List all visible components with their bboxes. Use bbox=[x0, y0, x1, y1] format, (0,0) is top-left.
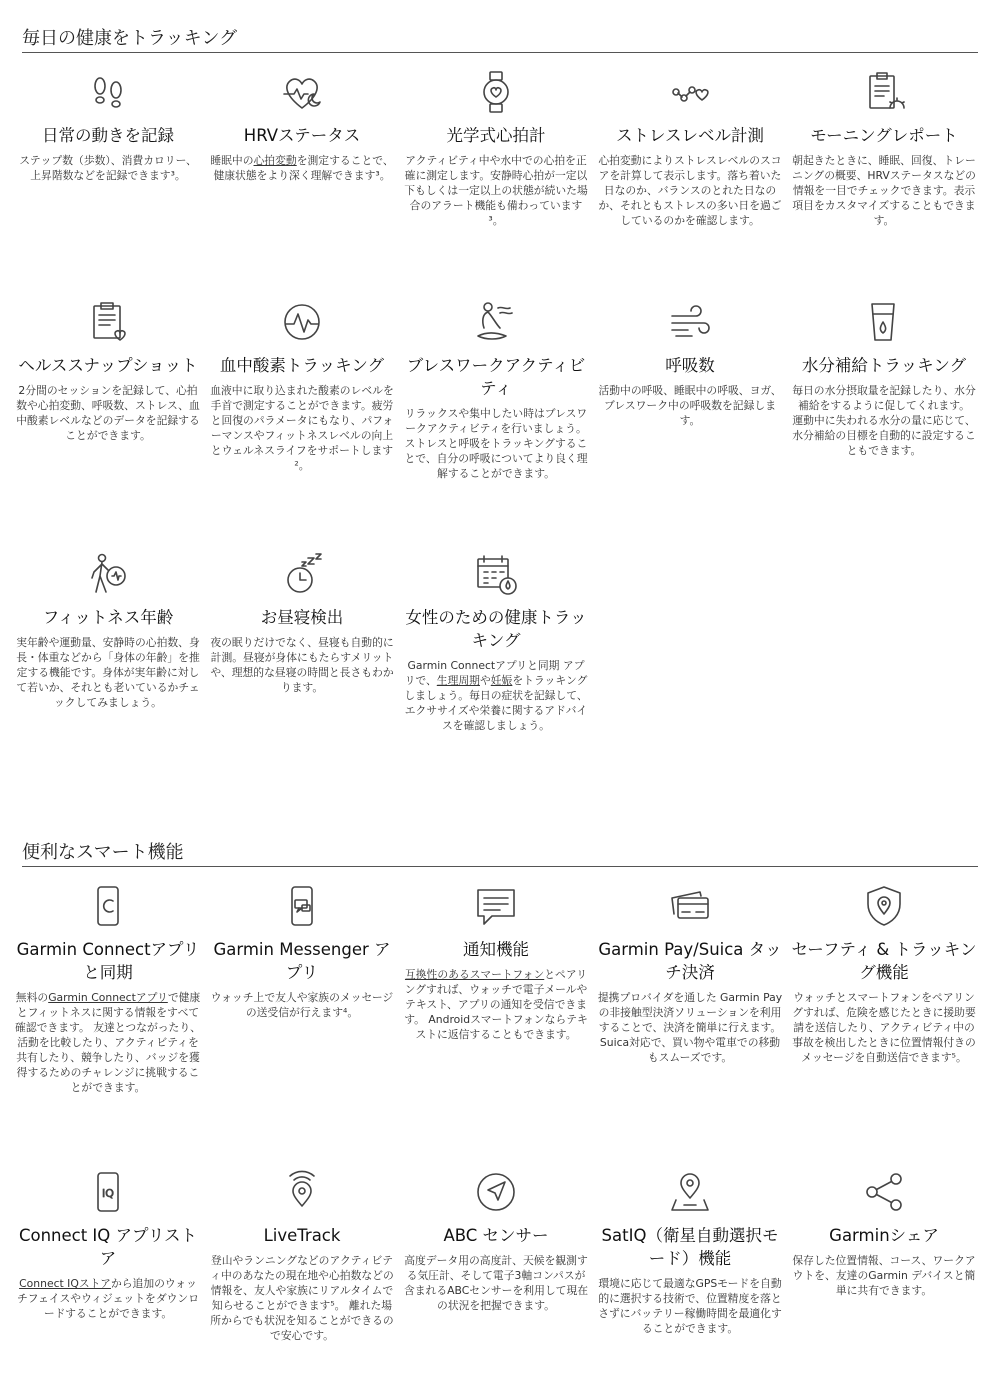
section-title: 毎日の健康をトラッキング bbox=[22, 28, 978, 53]
feature-card bbox=[209, 1170, 395, 1343]
feature-description: 朝起きたときに、睡眠、回復、トレーニングの概要、HRVステータスなどの情報を一目でチェックできます。表示項目をカスタマイズすることもできます。 bbox=[792, 154, 976, 227]
feature-title: HRVステータス bbox=[243, 126, 361, 145]
feature-title: 日常の動きを記録 bbox=[42, 126, 174, 145]
feature-title: ABC センサー bbox=[443, 1226, 549, 1245]
description-text: 睡眠中の bbox=[210, 154, 254, 167]
clipboard-heart-icon bbox=[86, 300, 130, 344]
feature-description: ステップ数（歩数）、消費カロリー、上昇階数などを記録できます³。 bbox=[19, 154, 197, 182]
phone-iq-icon bbox=[86, 1170, 130, 1214]
feature-card bbox=[791, 1170, 977, 1298]
feature-card bbox=[791, 300, 977, 458]
feature-title: Garmin Messenger アプリ bbox=[213, 940, 391, 982]
feature-description: 高度データ用の高度計、天候を観測する気圧計、そして電子3軸コンパスが含まれるABCセンサーを利用して現在の状況を把握できます。 bbox=[403, 1254, 589, 1312]
feature-description: 2分間のセッションを記録して、心拍数や心拍変動、呼吸数、ストレス、血中酸素レベルなどのデータを記録することができます。 bbox=[16, 384, 200, 442]
feature-card bbox=[15, 552, 201, 710]
footsteps-icon bbox=[86, 70, 130, 114]
section-title: 便利なスマート機能 bbox=[22, 842, 978, 867]
feature-title: LiveTrack bbox=[263, 1226, 341, 1245]
feature-row bbox=[15, 70, 985, 300]
feature-title: 通知機能 bbox=[463, 940, 529, 959]
phone-chat-icon bbox=[280, 884, 324, 928]
feature-description bbox=[15, 990, 201, 1095]
cards-icon bbox=[668, 884, 712, 928]
calendar-drop-icon bbox=[474, 552, 518, 596]
feature-title: Connect IQ アプリストア bbox=[18, 1226, 198, 1268]
feature-card bbox=[209, 300, 395, 473]
feature-description: 保存した位置情報、コース、ワークアウトを、友達のGarmin デバイスと簡単に共有できます。 bbox=[792, 1254, 976, 1297]
description-link[interactable]: 心拍変動 bbox=[253, 154, 297, 167]
description-link[interactable]: Garmin Connectアプリ bbox=[48, 991, 168, 1004]
meditation-icon bbox=[474, 300, 518, 344]
feature-card bbox=[597, 70, 783, 228]
feature-card bbox=[791, 884, 977, 1065]
feature-description: ウォッチ上で友人や家族のメッセージの送受信が行えます⁴。 bbox=[210, 991, 394, 1019]
feature-description: アクティビティ中や水中での心拍を正確に測定します。安静時心拍が一定以下もしくは一定以上の状態が続いた場合のアラート機能も備わっています³。 bbox=[404, 154, 588, 227]
feature-card bbox=[15, 884, 201, 1095]
nap-clock-icon bbox=[280, 552, 324, 596]
feature-description: 心拍変動によりストレスレベルのスコアを計算して表示します。落ち着いた日なのか、バランスのとれた日なのか、それともストレスの多い日を過ごしているのかを確認します。 bbox=[598, 154, 782, 227]
feature-description: 実年齢や運動量、安静時の心拍数、身長・体重などから「身体の年齢」を推定する機能です。身体が実年齢に対して若いか、それとも老いているかチェックしてみましょう。 bbox=[16, 636, 200, 709]
shield-location-icon bbox=[862, 884, 906, 928]
feature-description: 夜の眠りだけでなく、昼寝も自動的に計測。昼寝が身体にもたらすメリットや、理想的な昼寝の時間と長さもわかります。 bbox=[210, 636, 394, 694]
morning-report-icon bbox=[862, 70, 906, 114]
feature-title: Garmin Pay/Suica タッチ決済 bbox=[598, 940, 782, 982]
feature-description: 活動中の呼吸、睡眠中の呼吸、ヨガ、ブレスワーク中の呼吸数を記録します。 bbox=[598, 384, 782, 427]
feature-card bbox=[597, 884, 783, 1065]
feature-title: 水分補給トラッキング bbox=[801, 356, 967, 375]
feature-title: ブレスワークアクティビティ bbox=[406, 356, 586, 398]
description-text: で健康とフィットネスに関する情報をすべて確認できます。 友達とつながったり、活動を比較したり、アクティビティを共有したり、競争したり、バッジを獲得するためのチャレンジに挑戦することができます。 bbox=[15, 991, 201, 1094]
description-text: Garmin Connectアプリと同期 アプリで、 bbox=[404, 659, 585, 687]
feature-card bbox=[209, 884, 395, 1020]
feature-row bbox=[15, 300, 985, 530]
feature-card bbox=[15, 300, 201, 443]
live-location-icon bbox=[280, 1170, 324, 1214]
feature-description bbox=[15, 1276, 201, 1321]
description-link[interactable]: 妊娠 bbox=[490, 674, 513, 687]
feature-title: 女性のための健康トラッキング bbox=[405, 608, 587, 650]
water-glass-icon bbox=[862, 300, 906, 344]
feature-row bbox=[15, 884, 985, 1114]
feature-card bbox=[597, 1170, 783, 1336]
description-text: や bbox=[479, 674, 491, 687]
feature-card bbox=[209, 70, 395, 183]
feature-title: ストレスレベル計測 bbox=[615, 126, 764, 145]
feature-title: セーフティ & トラッキング機能 bbox=[791, 940, 977, 982]
description-text: から追加のウォッチフェイスやウィジェットをダウンロードすることができます。 bbox=[16, 1277, 200, 1320]
feature-title: 呼吸数 bbox=[665, 356, 715, 375]
feature-card bbox=[791, 70, 977, 228]
description-link[interactable]: 生理周期 bbox=[436, 674, 480, 687]
feature-description: 血液中に取り込まれた酸素のレベルを手首で測定することができます。疲労と回復のパラメータにもなり、パフォーマンスやフィットネスレベルの向上とウェルネスライフをサポートします²。 bbox=[210, 384, 394, 472]
phone-connect-icon bbox=[86, 884, 130, 928]
feature-card bbox=[403, 552, 589, 733]
feature-description: ウォッチとスマートフォンをペアリングすれば、危険を感じたときに援助要請を送信したり、アクティビティ中の事故を検出したときに位置情報付きのメッセージを自動送信できます⁵。 bbox=[792, 991, 976, 1064]
compass-icon bbox=[474, 1170, 518, 1214]
feature-row bbox=[15, 1170, 985, 1400]
description-link[interactable]: 互換性のあるスマートフォン bbox=[404, 968, 545, 981]
watch-heart-icon bbox=[474, 70, 518, 114]
fitness-age-icon bbox=[86, 552, 130, 596]
heart-moon-icon bbox=[280, 70, 324, 114]
wind-icon bbox=[668, 300, 712, 344]
svg-text:IQ: IQ bbox=[102, 1187, 114, 1200]
feature-row bbox=[15, 552, 985, 782]
satiq-pin-icon bbox=[668, 1170, 712, 1214]
description-text: 無料の bbox=[15, 991, 49, 1004]
description-text: とペアリングすれば、ウォッチで電子メールやテキスト、アプリの通知を受信できます。 Androidスマートフォンならテキストに返信することもできます。 bbox=[404, 968, 588, 1041]
feature-description: 環境に応じて最適なGPSモードを自動的に選択する技術で、位置精度を落とさずにバッテリー稼働時間を最適化することができます。 bbox=[598, 1277, 782, 1335]
feature-title: お昼寝検出 bbox=[260, 608, 344, 627]
description-text: を測定することで、健康状態をより深く理解できます³。 bbox=[213, 154, 394, 182]
message-icon bbox=[474, 884, 518, 928]
feature-title: モーニングレポート bbox=[810, 126, 958, 145]
feature-card bbox=[15, 1170, 201, 1321]
feature-description: 毎日の水分摂取量を記録したり、水分補給をするように促してくれます。 運動中に失われる水分の量に応じて、水分補給の目標を自動的に設定することもできます。 bbox=[792, 384, 976, 457]
description-link[interactable]: Connect IQストア bbox=[19, 1277, 111, 1290]
feature-description bbox=[209, 153, 395, 183]
feature-description: リラックスや集中したい時はブレスワークアクティビティを行いましょう。ストレスと呼吸をトラッキングすることで、自分の呼吸についてより良く理解することができます。 bbox=[404, 407, 588, 480]
feature-card bbox=[403, 300, 589, 481]
feature-card bbox=[403, 70, 589, 228]
feature-title: 光学式心拍計 bbox=[446, 126, 546, 145]
feature-title: フィットネス年齢 bbox=[42, 608, 174, 627]
feature-description bbox=[403, 658, 589, 733]
description-text: をトラッキングしましょう。毎日の症状を記録して、エクササイズや栄養に関するアドバイスを確認しましょう。 bbox=[404, 674, 588, 732]
feature-card bbox=[403, 884, 589, 1042]
feature-title: Garminシェア bbox=[829, 1226, 939, 1245]
feature-card bbox=[597, 300, 783, 428]
share-icon bbox=[862, 1170, 906, 1214]
pulse-ox-icon bbox=[280, 300, 324, 344]
feature-card bbox=[209, 552, 395, 695]
feature-description: 提携プロバイダを通した Garmin Pay の非接触型決済ソリューションを利用することで、決済を簡単に行えます。Suica対応で、買い物や電車での移動もスムーズです。 bbox=[597, 991, 783, 1064]
feature-card bbox=[403, 1170, 589, 1313]
feature-title: 血中酸素トラッキング bbox=[219, 356, 385, 375]
feature-title: SatIQ（衛星自動選択モード）機能 bbox=[601, 1226, 779, 1268]
feature-description: 登山やランニングなどのアクティビティ中のあなたの現在地や心拍数などの情報を、友人や家族にリアルタイムで知らせることができます⁵。 離れた場所からでも状況を知ることができるので安心です。 bbox=[210, 1254, 394, 1342]
feature-description bbox=[403, 967, 589, 1042]
feature-title: Garmin Connectアプリと同期 bbox=[16, 940, 200, 982]
stress-wave-icon bbox=[668, 70, 712, 114]
feature-title: ヘルススナップショット bbox=[18, 356, 198, 375]
feature-card bbox=[15, 70, 201, 183]
